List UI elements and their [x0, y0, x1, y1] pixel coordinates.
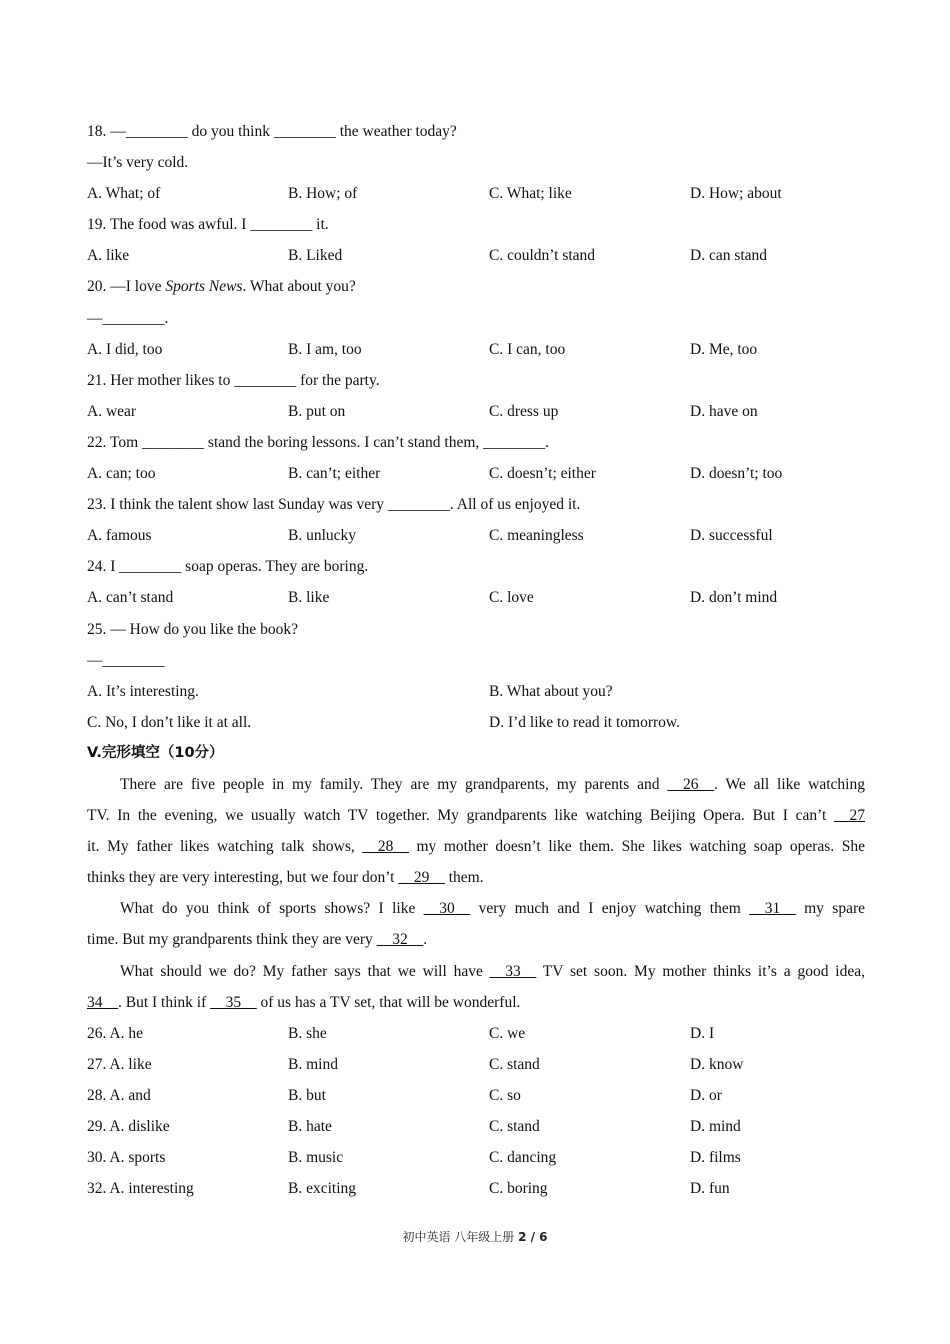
option-c: C. so [489, 1086, 521, 1104]
option-c: C. What; like [489, 185, 572, 203]
option-b: B. hate [288, 1118, 332, 1135]
passage-text: . We all like watching [713, 775, 865, 793]
blank-33: __33__ [489, 962, 537, 980]
option-c: C. boring [489, 1180, 548, 1198]
option-a: 32. A. interesting [87, 1180, 194, 1198]
option-a: A. wear [87, 402, 137, 420]
option-c: C. dancing [489, 1149, 557, 1167]
passage-line [87, 956, 865, 987]
option-a: A. famous [87, 527, 152, 545]
cloze-30-options [87, 1142, 865, 1173]
question-20-options [87, 334, 865, 365]
option-c: C. stand [489, 1118, 540, 1135]
passage-line [87, 862, 865, 893]
question-22-options [87, 458, 865, 489]
passage-line [87, 987, 865, 1018]
question-21-options [87, 396, 865, 427]
blank-27: __27 [834, 807, 865, 825]
option-a: A. What; of [87, 185, 161, 203]
option-c: C. doesn’t; either [489, 465, 596, 483]
worksheet-page [87, 116, 865, 1204]
option-a: 28. A. and [87, 1086, 151, 1104]
option-a: A. can; too [87, 465, 156, 483]
passage-text: . But I think if [118, 993, 211, 1011]
passage-text: of us has a TV set, that will be wonderful. [256, 993, 521, 1011]
option-b: B. can’t; either [288, 465, 381, 483]
option-d: D. fun [690, 1180, 730, 1198]
passage-line [87, 831, 865, 862]
page-number: 2 / 6 [518, 1230, 548, 1244]
question-18-options [87, 178, 865, 209]
question-22-stem: 22. Tom ________ stand the boring lessons. I can’t stand them, ________. [87, 433, 550, 451]
blank-31: __31__ [749, 900, 796, 918]
option-b: B. music [288, 1149, 344, 1167]
option-c: C. we [489, 1024, 526, 1042]
option-b: B. like [288, 589, 330, 607]
program-title: Sports News [165, 278, 243, 296]
passage-text: What do you think of sports shows? I like [120, 900, 424, 918]
question-18-stem: 18. —________ do you think ________ the weather today? [87, 123, 457, 140]
question-25-reply: —________ [87, 651, 165, 669]
question-19-stem: 19. The food was awful. I ________ it. [87, 216, 329, 234]
passage-text: my mother doesn’t like them. She likes watching soap operas. She [408, 838, 866, 856]
option-d: D. successful [690, 527, 773, 545]
cloze-27-options [87, 1049, 865, 1080]
option-d: D. can stand [690, 247, 768, 265]
passage-line [87, 800, 865, 831]
footer-label: 初中英语 八年级上册 [402, 1230, 519, 1244]
option-b: B. but [288, 1086, 326, 1104]
option-b: B. she [288, 1024, 327, 1042]
option-d: D. don’t mind [690, 589, 778, 607]
option-a: A. It’s interesting. [87, 682, 199, 700]
passage-text: time. But my grandparents think they are very [87, 931, 377, 949]
passage-text: There are five people in my family. They are my grandparents, my parents and [120, 775, 668, 793]
question-21-stem: 21. Her mother likes to ________ for the party. [87, 371, 380, 389]
option-b: B. Liked [288, 247, 343, 265]
option-d: D. I [690, 1024, 715, 1042]
option-d: D. films [690, 1149, 741, 1167]
option-d: D. know [690, 1055, 744, 1073]
question-25-options-row1 [87, 676, 865, 707]
option-c: C. No, I don’t like it at all. [87, 713, 252, 731]
passage-text: TV. In the evening, we usually watch TV together. My grandparents like watching Beijing Opera. But I can’t [87, 807, 834, 825]
passage-text: thinks they are very interesting, but we four don’t [87, 869, 399, 887]
option-c: C. dress up [489, 402, 559, 420]
option-c: C. meaningless [489, 527, 584, 545]
question-20-stem [87, 271, 865, 302]
option-a: 30. A. sports [87, 1149, 166, 1167]
blank-35: __35__ [210, 993, 257, 1011]
option-b: B. I am, too [288, 340, 362, 358]
cloze-29-options [87, 1111, 865, 1142]
passage-text: them. [444, 869, 484, 887]
option-b: B. unlucky [288, 527, 357, 545]
option-b: B. How; of [288, 185, 358, 203]
question-24-options [87, 582, 865, 613]
question-18-reply: —It’s very cold. [87, 154, 189, 172]
option-a: 27. A. like [87, 1055, 152, 1073]
option-d: D. doesn’t; too [690, 465, 783, 483]
blank-32: __32__ [376, 931, 424, 949]
blank-29: __29__ [398, 869, 445, 887]
question-23-options [87, 520, 865, 551]
option-d: D. or [690, 1086, 722, 1104]
question-25-stem: 25. — How do you like the book? [87, 620, 298, 638]
option-c: C. couldn’t stand [489, 247, 596, 265]
option-d: D. How; about [690, 185, 782, 203]
passage-line [87, 893, 865, 924]
option-a: A. like [87, 247, 130, 265]
cloze-28-options [87, 1080, 865, 1111]
option-a: 29. A. dislike [87, 1118, 170, 1135]
page-footer [0, 1228, 950, 1245]
question-23-stem: 23. I think the talent show last Sunday was very ________. All of us enjoyed it. [87, 496, 581, 514]
option-b: B. mind [288, 1055, 338, 1073]
stem-text: . What about you? [242, 278, 356, 296]
blank-26: __26__ [667, 775, 714, 793]
option-d: D. have on [690, 402, 758, 420]
option-a: A. I did, too [87, 340, 163, 358]
passage-text: What should we do? My father says that we will have [120, 962, 490, 980]
cloze-32-options [87, 1173, 865, 1204]
blank-30: __30__ [423, 900, 471, 918]
option-c: C. love [489, 589, 534, 607]
section-heading: V.完形填空（10分） [87, 744, 224, 761]
passage-line [87, 769, 865, 800]
passage-text: TV set soon. My mother thinks it’s a good idea, [536, 962, 865, 980]
option-a: A. can’t stand [87, 589, 174, 607]
passage-text: very much and I enjoy watching them [470, 900, 750, 918]
option-b: B. exciting [288, 1180, 357, 1198]
option-c: C. stand [489, 1055, 540, 1073]
passage-text: it. My father likes watching talk shows, [87, 838, 363, 856]
option-b: B. put on [288, 402, 346, 420]
option-b: B. What about you? [489, 682, 613, 700]
blank-34: 34__ [87, 993, 118, 1011]
question-24-stem: 24. I ________ soap operas. They are boring. [87, 558, 369, 576]
question-25-options-row2 [87, 707, 865, 738]
question-20-reply: —________. [87, 309, 169, 327]
blank-28: __28__ [362, 838, 409, 856]
option-d: D. mind [690, 1118, 741, 1135]
question-19-options [87, 240, 865, 271]
cloze-26-options [87, 1018, 865, 1049]
passage-text: . [423, 931, 428, 949]
option-d: D. Me, too [690, 340, 758, 358]
option-d: D. I’d like to read it tomorrow. [489, 713, 680, 731]
option-c: C. I can, too [489, 340, 566, 358]
passage-line [87, 924, 865, 955]
option-a: 26. A. he [87, 1024, 143, 1042]
passage-text: my spare [795, 900, 866, 918]
stem-text: 20. —I love [87, 278, 166, 296]
